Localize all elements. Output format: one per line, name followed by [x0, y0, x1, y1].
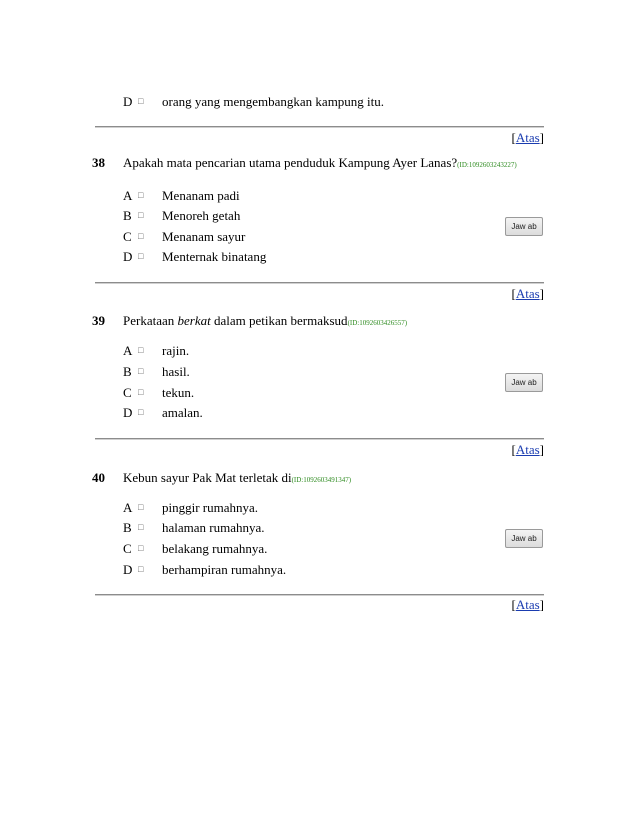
option-text: amalan.: [162, 405, 203, 420]
option-text: Menanam sayur: [162, 229, 246, 244]
option-checkbox-icon[interactable]: □: [138, 502, 144, 512]
option-checkbox-icon[interactable]: □: [138, 522, 144, 532]
option-letter-a: A: [123, 343, 133, 358]
option-checkbox-icon[interactable]: □: [138, 96, 144, 106]
option-checkbox-icon[interactable]: □: [138, 251, 144, 261]
question-number: 40: [92, 470, 105, 485]
option-checkbox-icon[interactable]: □: [138, 407, 144, 417]
option-text: Menternak binatang: [162, 249, 267, 264]
option-checkbox-icon[interactable]: □: [138, 387, 144, 397]
option-text: Menoreh getah: [162, 208, 241, 223]
answer-button[interactable]: Jaw ab: [505, 529, 543, 548]
option-text: pinggir rumahnya.: [162, 500, 259, 515]
option-letter-d: D: [123, 562, 133, 577]
back-to-top: [Atas]: [511, 286, 544, 301]
option-letter-d: D: [123, 94, 133, 109]
option-letter-d: D: [123, 405, 133, 420]
answer-button[interactable]: Jaw ab: [505, 373, 543, 392]
option-text: belakang rumahnya.: [162, 541, 268, 556]
back-to-top: [Atas]: [511, 130, 544, 145]
question-text: Kebun sayur Pak Mat terletak di(ID:1092603491347): [123, 470, 352, 485]
option-text: Menanam padi: [162, 188, 240, 203]
option-letter-a: A: [123, 188, 133, 203]
back-to-top: [Atas]: [511, 597, 544, 612]
question-id: (ID:1092603491347): [291, 476, 352, 484]
option-letter-c: C: [123, 385, 132, 400]
option-checkbox-icon[interactable]: □: [138, 366, 144, 376]
option-text: hasil.: [162, 364, 190, 379]
option-letter-d: D: [123, 249, 133, 264]
option-text: orang yang mengembangkan kampung itu.: [162, 94, 385, 109]
divider: [95, 282, 544, 284]
option-checkbox-icon[interactable]: □: [138, 190, 144, 200]
option-text: tekun.: [162, 385, 195, 400]
option-checkbox-icon[interactable]: □: [138, 345, 144, 355]
option-letter-b: B: [123, 520, 132, 535]
atas-link[interactable]: Atas: [515, 130, 540, 145]
option-letter-a: A: [123, 500, 133, 515]
option-text: halaman rumahnya.: [162, 520, 265, 535]
divider: [95, 594, 544, 596]
question-id: (ID:1092603243227): [457, 161, 517, 169]
option-letter-c: C: [123, 229, 132, 244]
answer-button[interactable]: Jaw ab: [505, 217, 543, 236]
question-text: Perkataan berkat dalam petikan bermaksud(ID:1092603426557): [123, 313, 408, 328]
atas-link[interactable]: Atas: [515, 597, 540, 612]
divider: [95, 126, 544, 128]
back-to-top: [Atas]: [511, 442, 544, 457]
option-letter-b: B: [123, 208, 132, 223]
option-text: berhampiran rumahnya.: [162, 562, 287, 577]
question-number: 38: [92, 155, 105, 170]
option-checkbox-icon[interactable]: □: [138, 210, 144, 220]
option-letter-b: B: [123, 364, 132, 379]
question-text: Apakah mata pencarian utama penduduk Kampung Ayer Lanas?(ID:1092603243227): [123, 155, 517, 170]
atas-link[interactable]: Atas: [515, 442, 540, 457]
question-id: (ID:1092603426557): [347, 319, 408, 327]
option-checkbox-icon[interactable]: □: [138, 564, 144, 574]
option-checkbox-icon[interactable]: □: [138, 543, 144, 553]
divider: [95, 438, 544, 440]
option-letter-c: C: [123, 541, 132, 556]
emphasized-word: berkat: [177, 313, 211, 328]
option-checkbox-icon[interactable]: □: [138, 231, 144, 241]
question-number: 39: [92, 313, 105, 328]
option-text: rajin.: [162, 343, 190, 358]
atas-link[interactable]: Atas: [515, 286, 540, 301]
